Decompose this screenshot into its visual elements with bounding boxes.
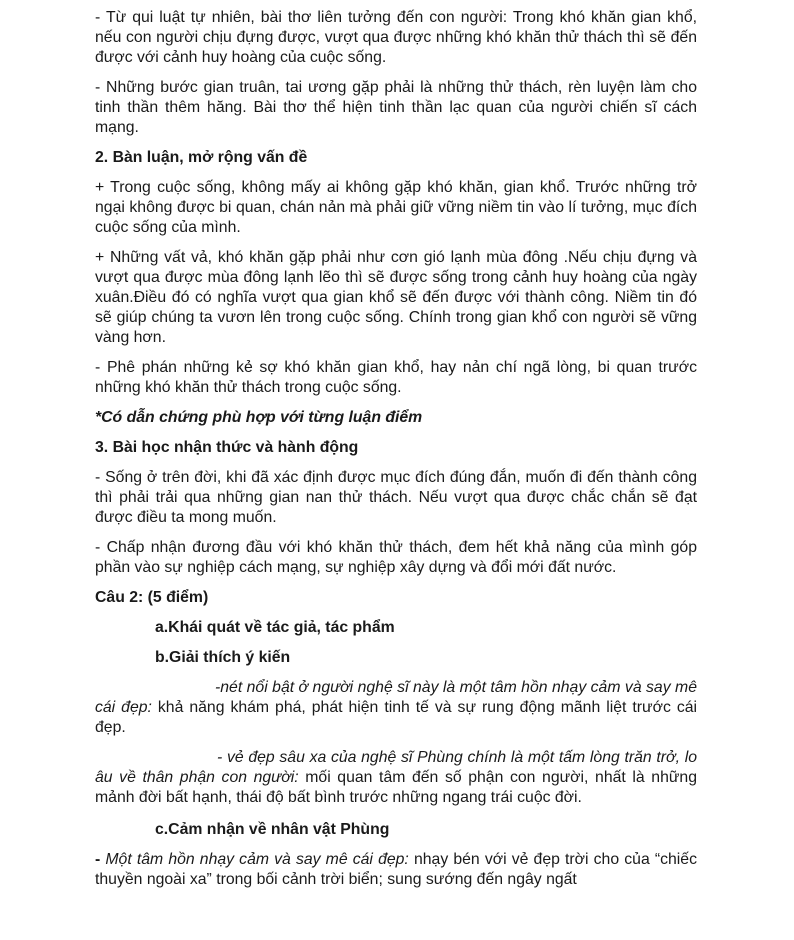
paragraph: - Từ qui luật tự nhiên, bài thơ liên tưởng đến con người: Trong khó khăn gian khổ, nếu con người chịu đựng được, vượt qua được những khó khăn thử thách thì sẽ đến được với cảnh huy hoàng của cuộc sống.: [95, 9, 697, 66]
paragraph: [95, 748, 697, 808]
paragraph: + Trong cuộc sống, không mấy ai không gặp khó khăn, gian khổ. Trước những trở ngại không được bi quan, chán nản mà phải giữ vững niềm tin vào lí tưởng, mục đích cuộc sống của mình.: [95, 179, 697, 236]
paragraph: [95, 678, 697, 738]
paragraph: + Những vất vả, khó khăn gặp phải như cơn gió lạnh mùa đông .Nếu chịu đựng và vượt qua được mùa đông lạnh lẽo thì sẽ được sống trong cảnh huy hoàng của ngày xuân.Điều đó có nghĩa vượt qua gian khổ sẽ đến được với thành công. Niềm tin đó sẽ giúp chúng ta vươn lên trong cuộc sống. Chính trong gian khổ con người sẽ vững vàng hơn.: [95, 249, 697, 346]
section-heading: 3. Bài học nhận thức và hành động: [95, 439, 359, 456]
paragraph: - Chấp nhận đương đầu với khó khăn thử thách, đem hết khả năng của mình góp phần vào sự nghiệp cách mạng, sự nghiệp xây dựng và đổi mới đất nước.: [95, 539, 697, 576]
subsection-heading: a.Khái quát về tác giả, tác phẩm: [155, 619, 395, 636]
italic-phrase: Một tâm hồn nhạy cảm và say mê cái đẹp:: [105, 851, 409, 868]
paragraph-text: nhạy bén với vẻ đẹp trời cho của “chiếc thuyền ngoài xa” trong bối cảnh trời biển; sung sướng đến ngây ngất: [95, 851, 697, 888]
paragraph-text: khả năng khám phá, phát hiện tinh tế và sự rung động mãnh liệt trước cái đẹp.: [95, 699, 698, 736]
paragraph: - Sống ở trên đời, khi đã xác định được mục đích đúng đắn, muốn đi đến thành công thì phải trải qua những gian nan thử thách. Nếu vượt qua được chắc chắn sẽ đạt được điều ta mong muốn.: [95, 469, 697, 526]
paragraph: [95, 850, 697, 890]
evidence-note: *Có dẫn chứng phù hợp với từng luận điểm: [95, 409, 423, 426]
question-heading: Câu 2: (5 điểm): [95, 589, 209, 606]
paragraph: - Phê phán những kẻ sợ khó khăn gian khổ, hay nản chí ngã lòng, bi quan trước những khó khăn thử thách trong cuộc sống.: [95, 359, 697, 396]
document-page: [95, 8, 697, 890]
paragraph: - Những bước gian truân, tai ương gặp phải là những thử thách, rèn luyện làm cho tinh thần thêm hăng. Bài thơ thể hiện tinh thần lạc quan của người chiến sĩ cách mạng.: [95, 79, 697, 136]
italic-phrase: -nét nổi bật ở người nghệ sĩ này là một tâm hồn nhạy cảm và say mê cái đẹp:: [95, 679, 697, 716]
subsection-heading: b.Giải thích ý kiến: [155, 649, 291, 666]
dash-marker: -: [95, 851, 106, 868]
section-heading: 2. Bàn luận, mở rộng vấn đề: [95, 149, 308, 166]
italic-phrase: - vẻ đẹp sâu xa của nghệ sĩ Phùng chính là một tấm lòng trăn trở, lo âu về thân phận con người:: [95, 749, 697, 786]
subsection-heading: c.Cảm nhận về nhân vật Phùng: [155, 821, 390, 838]
paragraph-text: mối quan tâm đến số phận con người, nhất là những mảnh đời bất hạnh, thái độ bất bình trước những ngang trái cuộc đời.: [95, 769, 697, 806]
